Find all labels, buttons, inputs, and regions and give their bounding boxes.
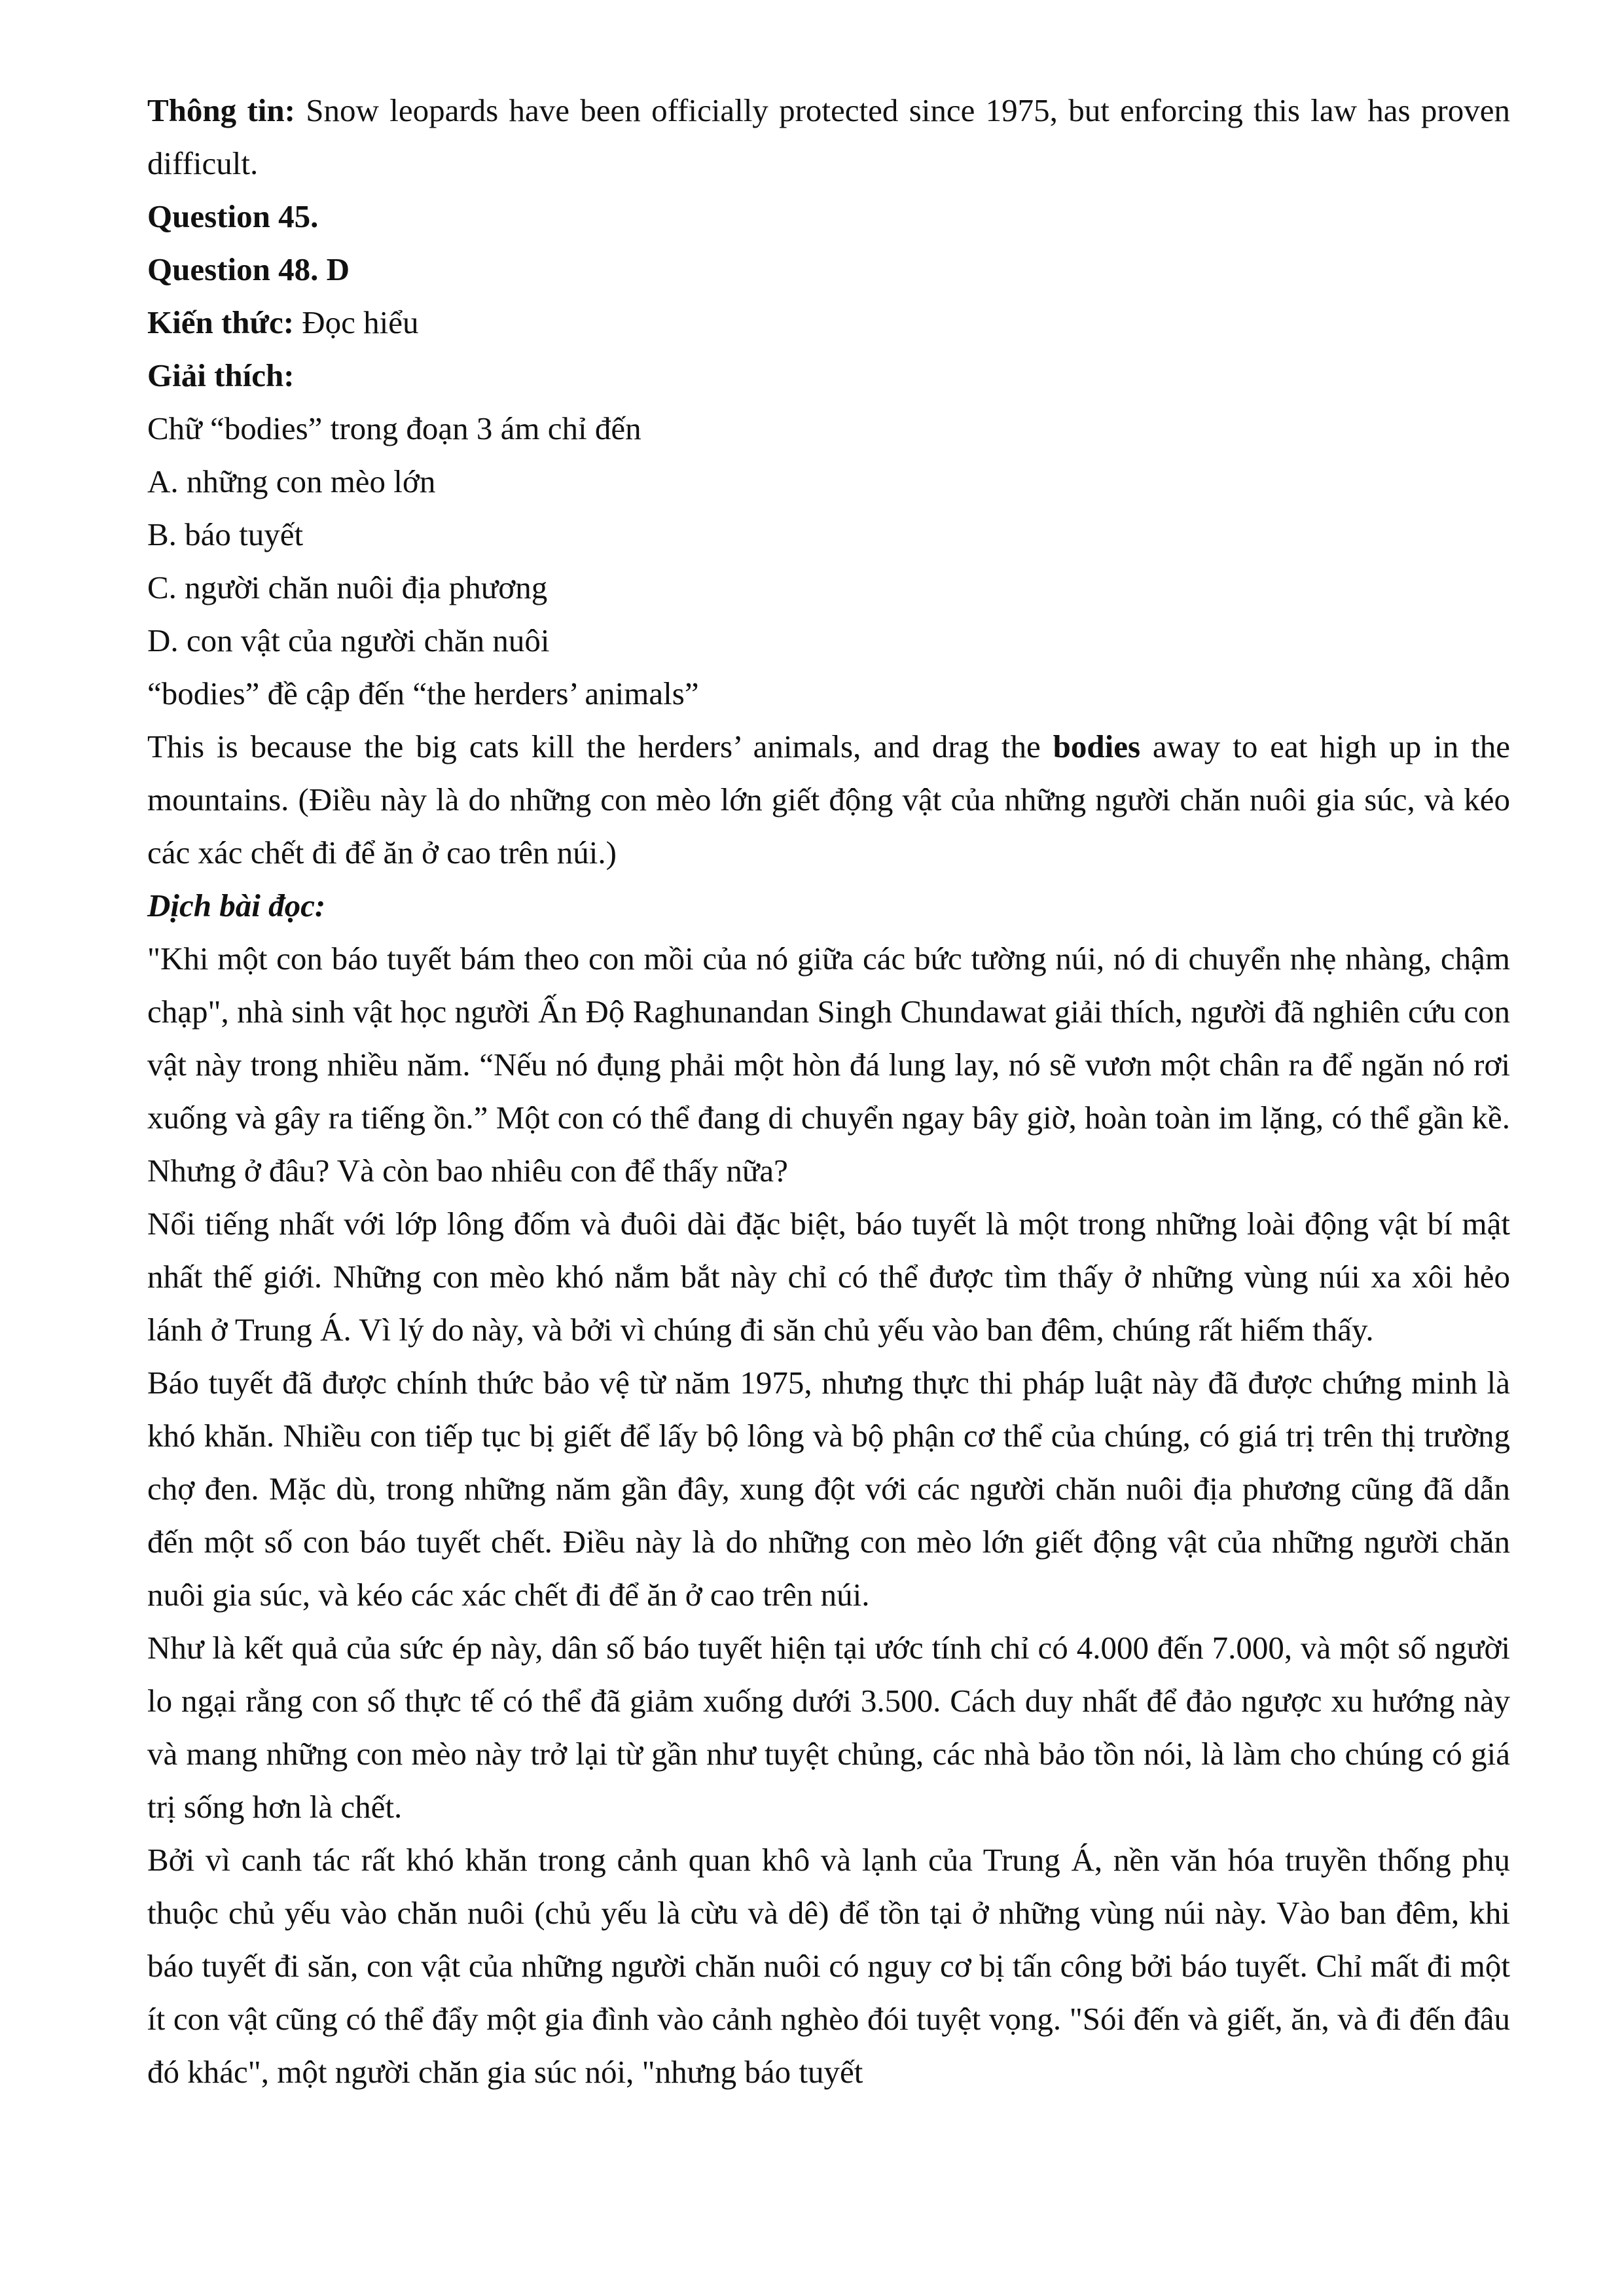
evidence-bold-word: bodies [1053,728,1141,764]
translation-paragraph-3: Báo tuyết đã được chính thức bảo vệ từ năm 1975, nhưng thực thi pháp luật này đã được chứng minh là khó khăn. Nhiều con tiếp tục bị giết để lấy bộ lông và bộ phận cơ thể của chúng, có giá trị trên thị trường chợ đen. Mặc dù, trong những năm gần đây, xung đột với các người chăn nuôi địa phương cũng đã dẫn đến một số con báo tuyết chết. Điều này là do những con mèo lớn giết động vật của những người chăn nuôi gia súc, và kéo các xác chết đi để ăn ở cao trên núi. [147,1365,1510,1613]
question-48-heading: Question 48. D [147,251,350,287]
translation-paragraph-5: Bởi vì canh tác rất khó khăn trong cảnh quan khô và lạnh của Trung Á, nền văn hóa truyền thống phụ thuộc chủ yếu vào chăn nuôi (chủ yếu là cừu và dê) để tồn tại ở những vùng núi này. Vào ban đêm, khi báo tuyết đi săn, con vật của những người chăn nuôi có nguy cơ bị tấn công bởi báo tuyết. Chỉ mất đi một ít con vật cũng có thể đẩy một gia đình vào cảnh nghèo đói tuyệt vọng. "Sói đến và giết, ăn, và đi đến đâu đó khác", một người chăn gia súc nói, "nhưng báo tuyết [147,1842,1510,2090]
knowledge-label: Kiến thức: [147,304,295,340]
translation-paragraph-1: "Khi một con báo tuyết bám theo con mồi của nó giữa các bức tường núi, nó di chuyển nhẹ nhàng, chậm chạp", nhà sinh vật học người Ấn Độ Raghunandan Singh Chundawat giải thích, người đã nghiên cứu con vật này trong nhiều năm. “Nếu nó đụng phải một hòn đá lung lay, nó sẽ vươn một chân ra để ngăn nó rơi xuống và gây ra tiếng ồn.” Một con có thể đang di chuyển ngay bây giờ, hoàn toàn im lặng, có thể gần kề. Nhưng ở đâu? Và còn bao nhiêu con để thấy nữa? [147,941,1510,1189]
evidence-before: This is because the big cats kill the herders’ animals, and drag the [147,728,1053,764]
translation-paragraph-4: Như là kết quả của sức ép này, dân số báo tuyết hiện tại ước tính chỉ có 4.000 đến 7.000, và một số người lo ngại rằng con số thực tế có thể đã giảm xuống dưới 3.500. Cách duy nhất để đảo ngược xu hướng này và mang những con mèo này trở lại từ gần như tuyệt chủng, các nhà bảo tồn nói, là làm cho chúng có giá trị sống hơn là chết. [147,1630,1510,1825]
option-d: D. con vật của người chăn nuôi [147,622,550,658]
info-text: Snow leopards have been officially protected since 1975, but enforcing this law has proven difficult. [147,92,1510,181]
evidence-after: away to eat high up in the mountains. (Điều này là do những con mèo lớn giết động vật của những người chăn nuôi gia súc, và kéo các xác chết đi để ăn ở cao trên núi.) [147,728,1511,870]
knowledge-text: Đọc hiểu [294,304,419,340]
document-page [147,84,1510,2098]
refers-line: “bodies” đề cập đến “the herders’ animals” [147,675,699,711]
info-label: Thông tin: [147,92,295,128]
translation-paragraph-2: Nổi tiếng nhất với lớp lông đốm và đuôi dài đặc biệt, báo tuyết là một trong những loài động vật bí mật nhất thế giới. Những con mèo khó nắm bắt này chỉ có thể được tìm thấy ở những vùng núi xa xôi hẻo lánh ở Trung Á. Vì lý do này, và bởi vì chúng đi săn chủ yếu vào ban đêm, chúng rất hiếm thấy. [147,1206,1510,1348]
question-text: Chữ “bodies” trong đoạn 3 ám chỉ đến [147,410,641,446]
info-paragraph [147,84,1510,190]
explanation-heading: Giải thích: [147,357,295,393]
question-45-heading: Question 45. [147,198,319,234]
option-c: C. người chăn nuôi địa phương [147,569,548,605]
option-b: B. báo tuyết [147,516,304,552]
evidence-paragraph [147,720,1510,879]
knowledge-line [147,296,1510,349]
option-a: A. những con mèo lớn [147,463,436,499]
translation-heading: Dịch bài đọc: [147,888,326,924]
